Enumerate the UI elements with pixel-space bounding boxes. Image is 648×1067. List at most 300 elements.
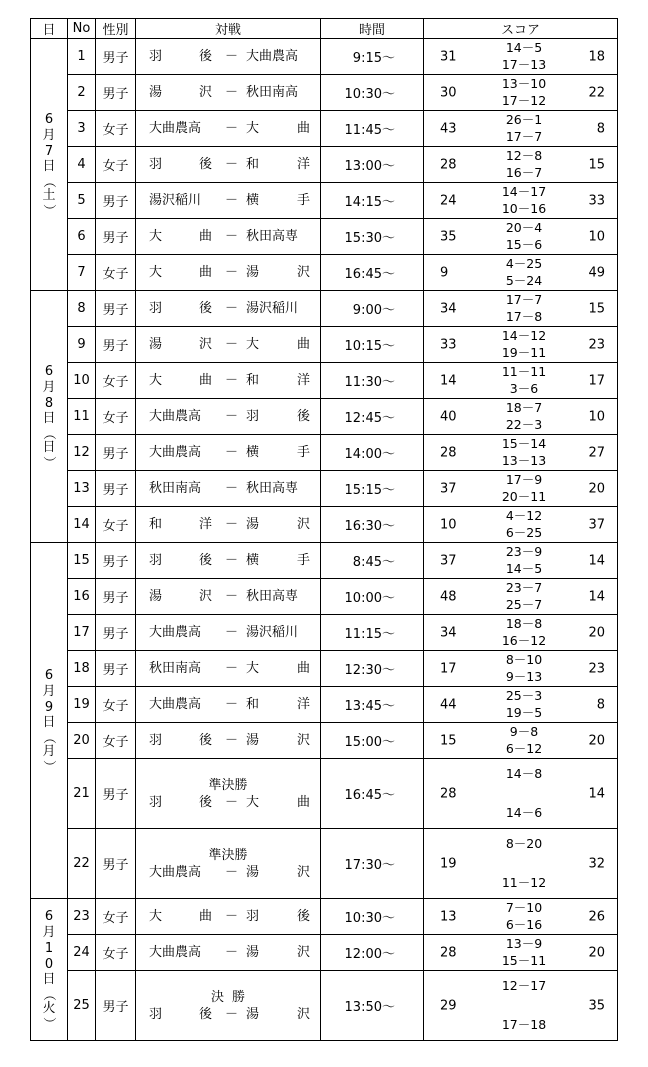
start-time: 12:45～: [321, 399, 424, 435]
set-score: 14－5: [505, 561, 543, 576]
game-number: 2: [68, 75, 96, 111]
gender-cell: 女子: [96, 147, 136, 183]
score-cell: [424, 327, 618, 363]
set-scores: [487, 687, 561, 722]
set-scores: [487, 615, 561, 650]
team-1: [149, 696, 212, 713]
team-2-total: 14: [588, 553, 605, 568]
game-number: 11: [68, 399, 96, 435]
table-row: [31, 183, 618, 219]
day-label: [31, 364, 67, 469]
set-scores: [487, 147, 561, 182]
set-score: 11－11: [501, 364, 547, 379]
team-2-char: 横: [246, 553, 260, 568]
set-score: 23－7: [505, 580, 543, 595]
day-label-char: （: [41, 175, 57, 189]
team-1: [149, 300, 212, 317]
score-cell: [424, 543, 618, 579]
versus-dash: －: [225, 337, 239, 352]
game-number: 22: [68, 829, 96, 899]
set-score: 14－8: [505, 766, 543, 781]
set-score: 17－13: [501, 57, 547, 72]
day-label-char: 月: [42, 744, 56, 760]
set-score: 8－20: [505, 836, 543, 851]
day-cell: [31, 543, 68, 899]
set-score: 20－4: [505, 220, 543, 235]
team-1-total: 19: [440, 856, 457, 871]
team-2-char: 沢: [296, 945, 310, 960]
team-2-char: 洋: [296, 697, 310, 712]
team-1-char: 湯: [149, 85, 163, 100]
set-scores: [487, 327, 561, 362]
matchup-cell: [136, 39, 321, 75]
team-1-char: 後: [198, 157, 212, 172]
team-1-char: 沢: [198, 337, 212, 352]
score-cell: [424, 435, 618, 471]
versus-dash: －: [225, 409, 239, 424]
team-2: [246, 372, 310, 389]
matchup-cell: [136, 75, 321, 111]
team-2-total: 49: [588, 265, 605, 280]
matchup-cell: [136, 399, 321, 435]
day-label-char: 月: [42, 924, 56, 940]
set-scores: [487, 723, 561, 758]
set-score: 11－12: [501, 875, 547, 890]
team-2: [246, 192, 310, 209]
start-time: 10:30～: [321, 75, 424, 111]
team-1: [149, 336, 212, 353]
team-2-char: 和: [246, 157, 260, 172]
start-time: 14:00～: [321, 435, 424, 471]
matchup-line: [136, 372, 320, 389]
matchup-line: [136, 552, 320, 569]
table-row: [31, 147, 618, 183]
team-2-total: 20: [588, 481, 605, 496]
team-1-total: 40: [440, 409, 457, 424]
header-day: 日: [31, 19, 68, 39]
start-time: 10:30～: [321, 899, 424, 935]
team-2-total: 8: [596, 697, 605, 712]
set-score: 7－10: [505, 900, 543, 915]
team-2-total: 32: [588, 856, 605, 871]
team-1-total: 34: [440, 301, 457, 316]
team-2-total: 15: [588, 301, 605, 316]
team-2: [246, 864, 310, 881]
versus-dash: －: [225, 625, 239, 640]
header-match: 対戦: [136, 19, 321, 39]
team-2-total: 10: [588, 409, 605, 424]
team-2-char: 湯: [246, 1006, 260, 1022]
team-2: [246, 444, 310, 461]
versus-dash: －: [225, 864, 239, 880]
game-number: 21: [68, 759, 96, 829]
gender-cell: 男子: [96, 971, 136, 1041]
gender-cell: 男子: [96, 543, 136, 579]
team-2-char: 沢: [296, 1006, 310, 1022]
start-time: 11:15～: [321, 615, 424, 651]
team-1-char: 湯沢稲川: [149, 193, 202, 208]
team-1-total: 31: [440, 49, 457, 64]
team-1-total: 28: [440, 157, 457, 172]
set-score: 25－7: [505, 597, 543, 612]
versus-dash: －: [225, 661, 239, 676]
team-1-char: 大曲農高: [149, 625, 202, 640]
team-2: [246, 228, 310, 245]
team-2: [246, 588, 310, 605]
score-cell: [424, 111, 618, 147]
team-2: [246, 156, 310, 173]
set-scores: [487, 183, 561, 218]
team-2: [246, 696, 310, 713]
start-time: 15:15～: [321, 471, 424, 507]
matchup-cell: [136, 111, 321, 147]
set-score: 15－14: [501, 436, 547, 451]
team-2: [246, 84, 310, 101]
versus-dash: －: [225, 445, 239, 460]
day-label-char: 8: [44, 395, 54, 411]
schedule-body: [31, 39, 618, 1041]
gender-cell: 女子: [96, 399, 136, 435]
team-2-char: 曲: [296, 337, 310, 352]
table-row: [31, 291, 618, 327]
set-score: 13－13: [501, 453, 547, 468]
team-2-char: 沢: [296, 864, 310, 880]
day-label-char: 7: [44, 143, 54, 159]
team-2-char: 洋: [296, 373, 310, 388]
score-cell: [424, 255, 618, 291]
team-2-char: 曲: [296, 794, 310, 810]
versus-dash: －: [225, 589, 239, 604]
score-cell: [424, 183, 618, 219]
matchup-cell: [136, 935, 321, 971]
start-time: 15:30～: [321, 219, 424, 255]
team-1-total: 35: [440, 229, 457, 244]
gender-cell: 女子: [96, 899, 136, 935]
day-label-char: 0: [44, 956, 54, 972]
versus-dash: －: [225, 121, 239, 136]
team-2-char: 湯: [246, 517, 260, 532]
gender-cell: 女子: [96, 723, 136, 759]
set-scores: [487, 435, 561, 470]
versus-dash: －: [225, 909, 239, 924]
start-time: 14:15～: [321, 183, 424, 219]
matchup-line: [136, 228, 320, 245]
matchup-cell: [136, 147, 321, 183]
start-time: 16:45～: [321, 759, 424, 829]
team-2: [246, 624, 310, 641]
team-1-char: 大曲農高: [149, 121, 202, 136]
set-score: 26－1: [505, 112, 543, 127]
matchup-line: [136, 192, 320, 209]
set-scores: [487, 255, 561, 290]
team-1-char: 後: [198, 733, 212, 748]
versus-dash: －: [225, 157, 239, 172]
day-label-char: 日: [42, 159, 56, 175]
matchup-cell: [136, 219, 321, 255]
team-1-char: 羽: [149, 157, 163, 172]
start-time: 9:15～: [321, 39, 424, 75]
gender-cell: 男子: [96, 435, 136, 471]
game-number: 6: [68, 219, 96, 255]
score-cell: [424, 291, 618, 327]
set-score: 9－13: [505, 669, 543, 684]
team-1: [149, 480, 212, 497]
game-number: 23: [68, 899, 96, 935]
set-score: 23－9: [505, 544, 543, 559]
team-1: [149, 660, 212, 677]
team-2-total: 14: [588, 786, 605, 801]
team-1-char: 羽: [149, 301, 163, 316]
set-score: 6－12: [505, 741, 543, 756]
team-2-char: 羽: [246, 909, 260, 924]
set-score: 19－11: [501, 345, 547, 360]
header-row: [31, 19, 618, 39]
game-number: 7: [68, 255, 96, 291]
team-1-total: 15: [440, 733, 457, 748]
team-2-total: 20: [588, 625, 605, 640]
matchup-line: [136, 156, 320, 173]
score-cell: [424, 507, 618, 543]
versus-dash: －: [225, 553, 239, 568]
matchup-cell: [136, 971, 321, 1041]
gender-cell: 女子: [96, 935, 136, 971]
table-row: [31, 219, 618, 255]
set-score: 17－7: [505, 292, 543, 307]
matchup-line: [136, 480, 320, 497]
day-label: [31, 909, 67, 1030]
versus-dash: －: [225, 49, 239, 64]
start-time: 8:45～: [321, 543, 424, 579]
set-score: 8－10: [505, 652, 543, 667]
matchup-line: [136, 444, 320, 461]
versus-dash: －: [225, 481, 239, 496]
team-2-total: 10: [588, 229, 605, 244]
score-cell: [424, 687, 618, 723]
score-cell: [424, 615, 618, 651]
set-scores: [487, 75, 561, 110]
matchup-line: [136, 794, 320, 811]
team-2-char: 湯沢稲川: [246, 625, 299, 640]
matchup-line: [136, 944, 320, 961]
score-cell: [424, 399, 618, 435]
team-2-char: 曲: [296, 121, 310, 136]
team-1: [149, 516, 212, 533]
header-score: スコア: [424, 19, 618, 39]
matchup-cell: [136, 543, 321, 579]
matchup-line: [136, 336, 320, 353]
team-1-char: 秋田南高: [149, 661, 202, 676]
day-label-char: 火: [42, 1001, 56, 1017]
gender-cell: 男子: [96, 651, 136, 687]
set-score: 17－18: [501, 1017, 547, 1032]
matchup-cell: [136, 759, 321, 829]
set-score: 12－8: [505, 148, 543, 163]
gender-cell: 女子: [96, 255, 136, 291]
team-2-char: 大: [246, 337, 260, 352]
gender-cell: 男子: [96, 183, 136, 219]
score-cell: [424, 147, 618, 183]
set-score: 14－6: [505, 805, 543, 820]
team-1-char: 後: [198, 301, 212, 316]
matchup-cell: [136, 363, 321, 399]
set-score: 10－16: [501, 201, 547, 216]
set-scores: [487, 579, 561, 614]
team-2-char: 和: [246, 697, 260, 712]
team-2-char: 和: [246, 373, 260, 388]
score-cell: [424, 651, 618, 687]
matchup-line: [136, 84, 320, 101]
table-row: [31, 75, 618, 111]
score-cell: [424, 759, 618, 829]
day-label-char: 土: [42, 188, 56, 204]
set-scores: [487, 829, 561, 898]
game-number: 20: [68, 723, 96, 759]
set-scores: [487, 935, 561, 970]
set-scores: [487, 471, 561, 506]
start-time: 12:00～: [321, 935, 424, 971]
team-2-total: 23: [588, 337, 605, 352]
team-1-total: 14: [440, 373, 457, 388]
table-row: [31, 327, 618, 363]
team-2: [246, 120, 310, 137]
team-2-char: 手: [296, 193, 310, 208]
versus-dash: －: [225, 193, 239, 208]
table-row: [31, 435, 618, 471]
team-2: [246, 408, 310, 425]
team-2: [246, 48, 310, 65]
score-cell: [424, 829, 618, 899]
score-cell: [424, 723, 618, 759]
matchup-line: [136, 864, 320, 881]
versus-dash: －: [225, 733, 239, 748]
day-label-char: 6: [44, 908, 54, 924]
game-number: 8: [68, 291, 96, 327]
set-score: 17－12: [501, 93, 547, 108]
gender-cell: 男子: [96, 219, 136, 255]
team-2-total: 26: [588, 909, 605, 924]
day-label-char: 日: [42, 411, 56, 427]
team-2: [246, 300, 310, 317]
team-2-char: 湯: [246, 945, 260, 960]
team-1: [149, 228, 212, 245]
team-2-char: 洋: [296, 157, 310, 172]
day-label-char: ）: [41, 456, 57, 470]
team-2-char: 羽: [246, 409, 260, 424]
team-1-char: 沢: [198, 85, 212, 100]
set-scores: [487, 291, 561, 326]
set-score: 16－7: [505, 165, 543, 180]
day-label-char: （: [41, 427, 57, 441]
team-1-total: 37: [440, 481, 457, 496]
team-2-char: 湯: [246, 265, 260, 280]
team-2-char: 大: [246, 661, 260, 676]
set-score: 5－24: [505, 273, 543, 288]
team-1-total: 24: [440, 193, 457, 208]
team-1: [149, 48, 212, 65]
score-cell: [424, 899, 618, 935]
game-number: 5: [68, 183, 96, 219]
set-scores: [487, 39, 561, 74]
day-cell: [31, 899, 68, 1041]
day-label-char: 日: [42, 972, 56, 988]
team-2-char: 大: [246, 794, 260, 810]
team-1-char: 大曲農高: [149, 864, 202, 880]
set-scores: [487, 543, 561, 578]
team-1: [149, 552, 212, 569]
set-scores: [487, 399, 561, 434]
team-1-total: 30: [440, 85, 457, 100]
team-2: [246, 336, 310, 353]
set-score: 6－25: [505, 525, 543, 540]
set-score: 6－16: [505, 917, 543, 932]
matchup-cell: [136, 687, 321, 723]
team-1-char: 沢: [198, 589, 212, 604]
set-score: 16－12: [501, 633, 547, 648]
score-cell: [424, 363, 618, 399]
team-2-char: 沢: [296, 517, 310, 532]
gender-cell: 男子: [96, 39, 136, 75]
table-row: [31, 899, 618, 935]
matchup-cell: [136, 899, 321, 935]
team-1: [149, 732, 212, 749]
table-row: [31, 971, 618, 1041]
schedule-table: [30, 18, 618, 1041]
team-1-char: 大: [149, 909, 163, 924]
day-label: [31, 112, 67, 217]
team-1-char: 羽: [149, 733, 163, 748]
matchup-cell: [136, 579, 321, 615]
team-2: [246, 944, 310, 961]
team-2-total: 33: [588, 193, 605, 208]
team-1: [149, 120, 212, 137]
team-1-total: 28: [440, 786, 457, 801]
set-scores: [487, 971, 561, 1040]
team-2: [246, 794, 310, 811]
versus-dash: －: [225, 301, 239, 316]
versus-dash: －: [225, 373, 239, 388]
team-1-char: 湯: [149, 337, 163, 352]
start-time: 13:50～: [321, 971, 424, 1041]
game-number: 12: [68, 435, 96, 471]
team-1-char: 湯: [149, 589, 163, 604]
gender-cell: 男子: [96, 579, 136, 615]
gender-cell: 女子: [96, 507, 136, 543]
start-time: 16:45～: [321, 255, 424, 291]
set-score: 4－12: [505, 508, 543, 523]
matchup-line: [136, 732, 320, 749]
game-number: 13: [68, 471, 96, 507]
table-row: [31, 399, 618, 435]
game-number: 16: [68, 579, 96, 615]
team-2: [246, 480, 310, 497]
day-label-char: 日: [42, 715, 56, 731]
game-number: 1: [68, 39, 96, 75]
team-2: [246, 264, 310, 281]
gender-cell: 男子: [96, 327, 136, 363]
team-1: [149, 408, 212, 425]
team-1-char: 羽: [149, 794, 163, 810]
set-score: 17－7: [505, 129, 543, 144]
team-2-char: 秋田高専: [246, 589, 299, 604]
set-score: 13－10: [501, 76, 547, 91]
team-1-total: 37: [440, 553, 457, 568]
start-time: 12:30～: [321, 651, 424, 687]
set-scores: [487, 363, 561, 398]
score-cell: [424, 219, 618, 255]
team-2-total: 35: [588, 998, 605, 1013]
team-2-total: 18: [588, 49, 605, 64]
team-1-total: 29: [440, 998, 457, 1013]
